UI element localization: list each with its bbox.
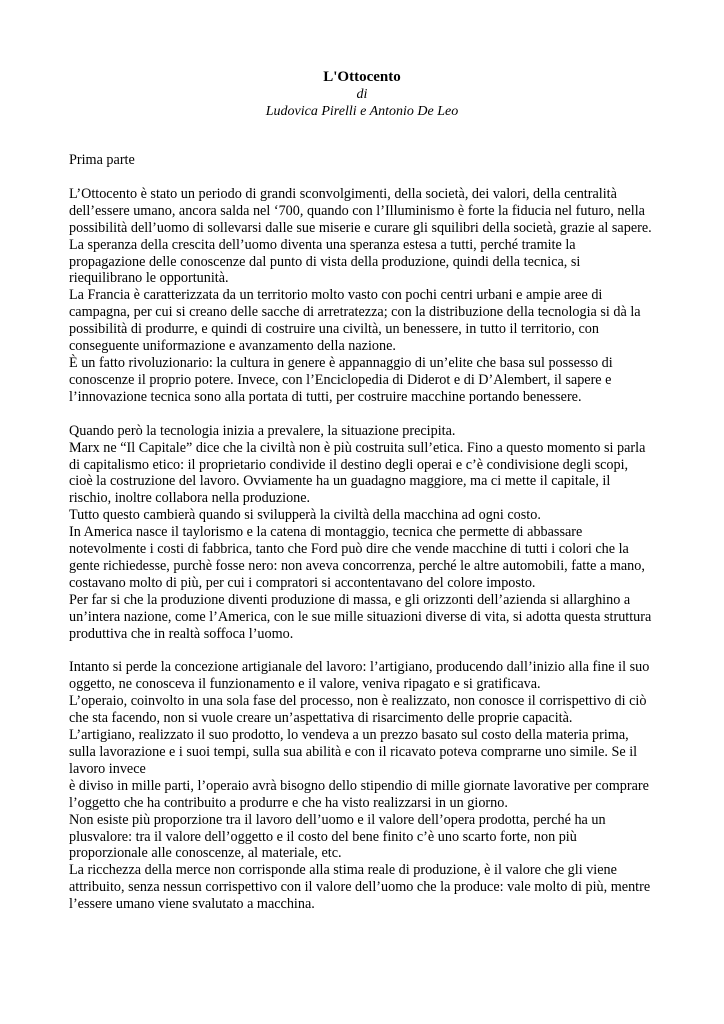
paragraph: La speranza della crescita dell’uomo diventa una speranza estesa a tutti, perché tramite la propagazione delle conoscenze dal punto di vista della produzione, quindi della tecnica, si riequilibrano le opportunità. (69, 236, 581, 287)
paragraph: è diviso in mille parti, l’operaio avrà bisogno dello stipendio di mille giornate lavorative per comprare l’oggetto che ha contribuito a produrre e che ha visto realizzarsi in un giorno. (69, 777, 649, 811)
document-header (0, 68, 724, 120)
paragraph: Non esiste più proporzione tra il lavoro dell’uomo e il valore dell’opera prodotta, perché ha un plusvalore: tra il valore dell’oggetto e il costo del bene finito c’è uno scarto forte, non più proporzionale alle conoscenze, al materiale, etc. (69, 811, 606, 862)
paragraph: Marx ne “Il Capitale” dice che la civiltà non è più costruita sull’etica. Fino a questo momento si parla di capitalismo etico: il proprietario condivide il destino degli operai e c’è condivisione degli scopi, cioè la costruzione del lavoro. Ovviamente ha un guadagno maggiore, ma ci mette il capitale, il rischio, inoltre collabora nella produzione. (69, 439, 646, 507)
paragraph-gap (69, 169, 653, 186)
paragraph: La ricchezza della merce non corrisponde alla stima reale di produzione, è il valore che gli viene attribuito, senza nessun corrispettivo con il valore dell’uomo che la produce: vale molto di più, mentre l’essere umano viene svalutato a macchina. (69, 862, 651, 913)
paragraph: L’operaio, coinvolto in una sola fase del processo, non è realizzato, non conosce il corrispettivo di ciò che sta facendo, non si vuole creare un’aspettativa di risarcimento delle proprie capacità. (69, 693, 647, 727)
paragraph: Per far si che la produzione diventi produzione di massa, e gli orizzonti dell’azienda si allarghino a un’intera nazione, come l’America, con le sue mille situazioni diverse di vita, si adotta questa struttura produttiva che in realtà soffoca l’uomo. (69, 591, 652, 642)
paragraph: Quando però la tecnologia inizia a prevalere, la situazione precipita. (69, 422, 456, 439)
paragraph-gap (69, 406, 653, 423)
text-block-2 (69, 423, 653, 643)
paragraph: La Francia è caratterizzata da un territorio molto vasto con pochi centri urbani e ampie aree di campagna, per cui si creano delle sacche di arretratezza; con la distribuzione della tecnologia si dà la possibilità di produrre, e quindi di costruire una civiltà, un benessere, in tutto il territorio, con conseguente uniformazione e avanzamento della nazione. (69, 287, 641, 355)
text-block-3 (69, 659, 653, 913)
document-byline: di (356, 87, 368, 102)
paragraph: Tutto questo cambierà quando si svilupperà la civiltà della macchina ad ogni costo. (69, 507, 541, 524)
paragraph: L’Ottocento è stato un periodo di grandi sconvolgimenti, della società, dei valori, della centralità dell’essere umano, ancora salda nel ‘700, quando con l’Illuminismo è forte la fiducia nel futuro, nella possibilità dell’uomo di sollevarsi dalle sue miserie e curare gli squilibri della società, grazie al sapere. (69, 185, 652, 236)
document-authors: Ludovica Pirelli e Antonio De Leo (265, 104, 459, 119)
text-block-1 (69, 186, 653, 406)
paragraph: In America nasce il taylorismo e la catena di montaggio, tecnica che permette di abbassare notevolmente i costi di fabbrica, tanto che Ford può dire che vende macchine di tutti i colori che la gente richiedesse, purchè fosse nero: non aveva concorrenza, perché le altre automobili, fatte a mano, costavano molto di più, per cui i compratori si accontentavano del colore imposto. (69, 524, 645, 591)
section-heading: Prima parte (69, 152, 135, 168)
paragraph: È un fatto rivoluzionario: la cultura in genere è appannaggio di un’elite che basa sul possesso di conoscenze il proprio potere. Invece, con l’Enciclopedia di Diderot e di D’Alembert, il sapere e l’innovazione tecnica sono alla portata di tutti, per costruire macchine portando benessere. (69, 354, 613, 405)
paragraph-gap (69, 642, 653, 659)
paragraph: Intanto si perde la concezione artigianale del lavoro: l’artigiano, producendo dall’inizio alla fine il suo oggetto, ne conosceva il funzionamento e il valore, veniva ripagato e si gratificava. (69, 659, 650, 693)
document-body (69, 152, 653, 913)
document-title: L'Ottocento (323, 69, 401, 85)
paragraph: L’artigiano, realizzato il suo prodotto, lo vendeva a un prezzo basato sul costo della materia prima, sulla lavorazione e i suoi tempi, sulla sua abilità e con il ricavato poteva comprarne uno simile. Se il lavoro invece (69, 727, 638, 777)
